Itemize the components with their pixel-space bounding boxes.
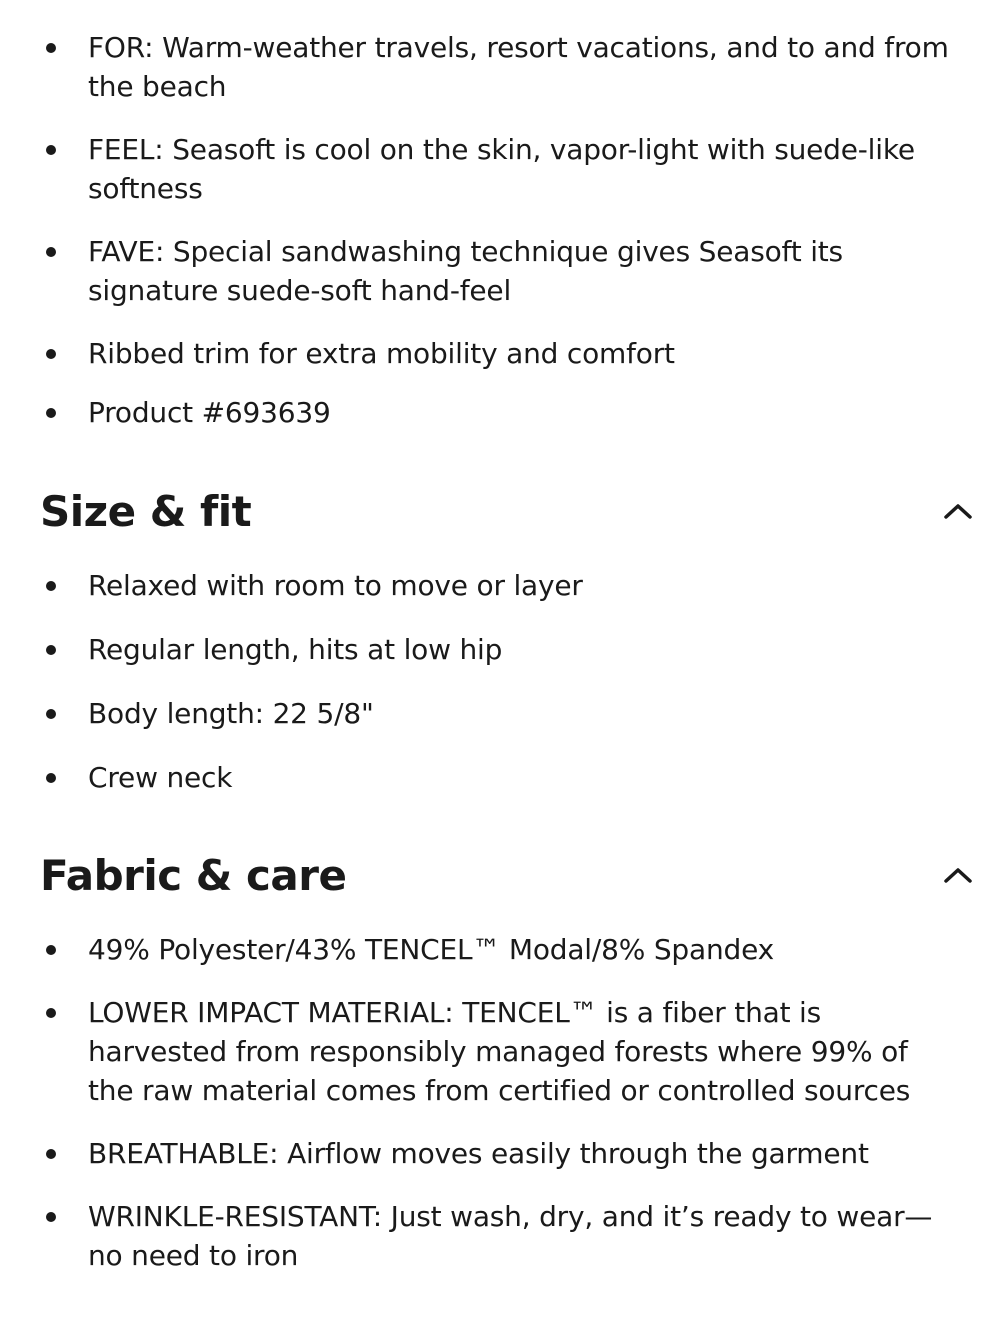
list-item-text: Regular length, hits at low hip [88,633,503,666]
list-item-text: FEEL: Seasoft is cool on the skin, vapor-light with suede-like softness [88,133,915,205]
bullet-icon [46,349,56,359]
list-item [0,758,1000,797]
list-item [0,993,1000,1110]
list-item [0,930,1000,969]
bullet-icon [46,145,56,155]
list-item [0,130,1000,208]
fabric-care-accordion-header[interactable] [40,845,976,905]
bullet-icon [46,709,56,719]
list-item-text: Relaxed with room to move or layer [88,569,583,602]
list-item [0,630,1000,669]
list-item [0,28,1000,106]
details-list [0,28,1000,432]
size-fit-accordion-header[interactable] [40,481,976,541]
list-item [0,334,1000,373]
bullet-icon [46,408,56,418]
fabric-care-list [0,930,1000,1275]
chevron-up-icon[interactable] [940,857,976,893]
bullet-icon [46,581,56,591]
bullet-icon [46,1149,56,1159]
list-item [0,1197,1000,1275]
bullet-icon [46,945,56,955]
list-item-text: WRINKLE-RESISTANT: Just wash, dry, and it’s ready to wear—no need to iron [88,1200,933,1272]
bullet-icon [46,43,56,53]
section-title: Fabric & care [40,850,347,900]
list-item-text: Body length: 22 5/8" [88,697,374,730]
list-item-text: Crew neck [88,761,233,794]
list-item [0,694,1000,733]
list-item-text: BREATHABLE: Airflow moves easily through the garment [88,1137,869,1170]
list-item-text: FOR: Warm-weather travels, resort vacations, and to and from the beach [88,31,949,103]
list-item-text: FAVE: Special sandwashing technique gives Seasoft its signature suede-soft hand-feel [88,235,843,307]
list-item-text: LOWER IMPACT MATERIAL: TENCEL™ is a fiber that is harvested from responsibly managed forests where 99% of the raw material comes from certified or controlled sources [88,996,911,1107]
bullet-icon [46,1008,56,1018]
list-item-text: Ribbed trim for extra mobility and comfort [88,337,675,370]
list-item [0,393,1000,432]
size-fit-list [0,566,1000,797]
bullet-icon [46,773,56,783]
list-item [0,1134,1000,1173]
bullet-icon [46,247,56,257]
list-item-text: 49% Polyester/43% TENCEL™ Modal/8% Spandex [88,933,774,966]
bullet-icon [46,1212,56,1222]
chevron-up-icon[interactable] [940,493,976,529]
list-item-text: Product #693639 [88,396,331,429]
bullet-icon [46,645,56,655]
list-item [0,232,1000,310]
list-item [0,566,1000,605]
section-title: Size & fit [40,486,252,536]
